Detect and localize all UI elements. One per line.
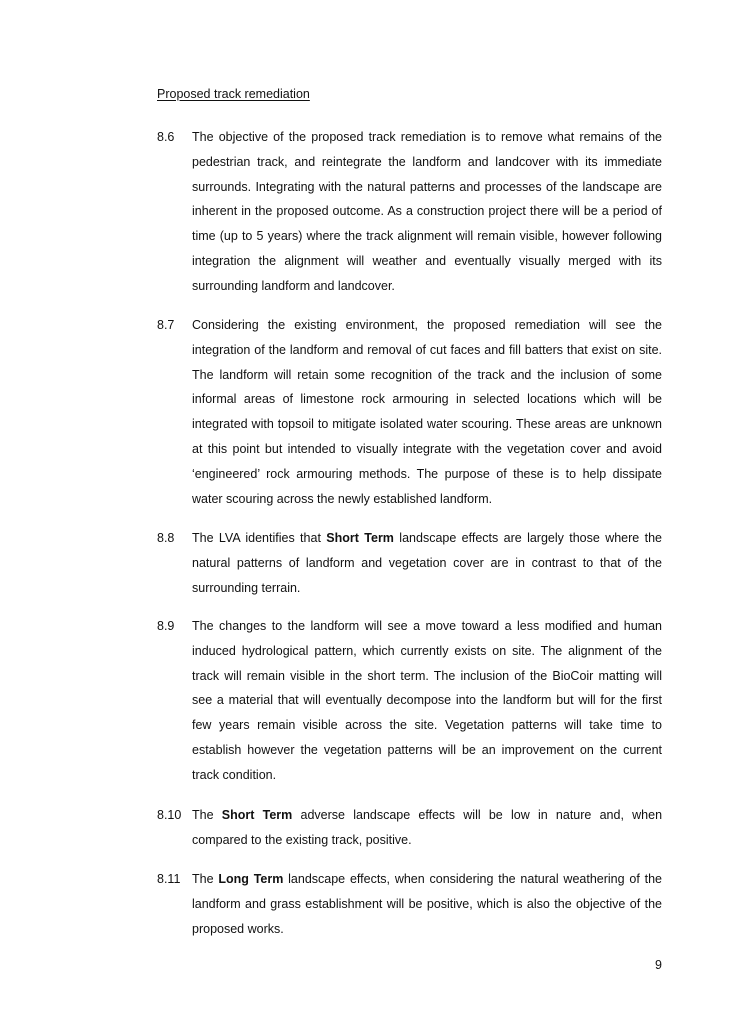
text-before: The (192, 808, 222, 822)
paragraph-text: The changes to the landform will see a move toward a less modified and human induced hydrological pattern, which currently exists on site. The alignment of the track will remain visible in the short term. The inclusion of the BioCoir matting will see a material that will eventually decompose into the landform but will for the first few years remain visible across the site. Vegetation patterns will take time to establish however the vegetation patterns will be an improvement on the current track condition. (192, 619, 662, 782)
paragraph-text (192, 526, 662, 600)
paragraph-8-8 (157, 526, 662, 600)
paragraph-number: 8.8 (157, 531, 175, 545)
paragraph-text: The objective of the proposed track remediation is to remove what remains of the pedestrian track, and reintegrate the landform and landcover with its immediate surrounds. Integrating with the natural patterns and processes of the landscape are inherent in the proposed outcome. As a construction project there will be a period of time (up to 5 years) where the track alignment will remain visible, however following integration the alignment will weather and eventually visually merged with its surrounding landform and landcover. (192, 130, 662, 293)
paragraph-8-6 (157, 125, 662, 299)
paragraph-number: 8.11 (157, 872, 181, 886)
paragraph-text: Considering the existing environment, the proposed remediation will see the integration of the landform and removal of cut faces and fill batters that exist on site. The landform will retain some recognition of the track and the inclusion of some informal areas of limestone rock armouring in selected locations which will be integrated with topsoil to mitigate isolated water scouring. These areas are unknown at this point but intended to visually integrate with the vegetation cover and avoid ‘engineered’ rock armouring methods. The purpose of these is to help dissipate water scouring across the newly established landform. (192, 318, 662, 506)
paragraph-text (192, 867, 662, 941)
paragraph-number: 8.9 (157, 619, 175, 633)
text-after: landscape effects, when considering the natural weathering of the landform and grass establishment will be positive, which is also the objective of the proposed works. (192, 872, 662, 936)
text-after: adverse landscape effects will be low in nature and, when compared to the existing track, positive. (192, 808, 663, 847)
page-number: 9 (655, 958, 662, 972)
bold-term: Short Term (221, 808, 293, 822)
text-after: landscape effects are largely those where the natural patterns of landform and vegetation cover are in contrast to that of the surrounding terrain. (192, 531, 662, 595)
paragraph-8-7 (157, 313, 662, 511)
paragraph-number: 8.7 (157, 318, 175, 332)
text-before: The (192, 872, 219, 886)
bold-term: Long Term (218, 872, 284, 886)
text-before: The LVA identifies that (192, 531, 327, 545)
paragraph-8-10 (157, 803, 662, 853)
paragraph-8-9 (157, 614, 662, 788)
paragraph-number: 8.6 (157, 130, 175, 144)
paragraph-number: 8.10 (157, 808, 182, 822)
paragraph-8-11 (157, 867, 662, 941)
paragraph-text (192, 803, 662, 853)
bold-term: Short Term (326, 531, 394, 545)
section-heading: Proposed track remediation (157, 87, 310, 101)
